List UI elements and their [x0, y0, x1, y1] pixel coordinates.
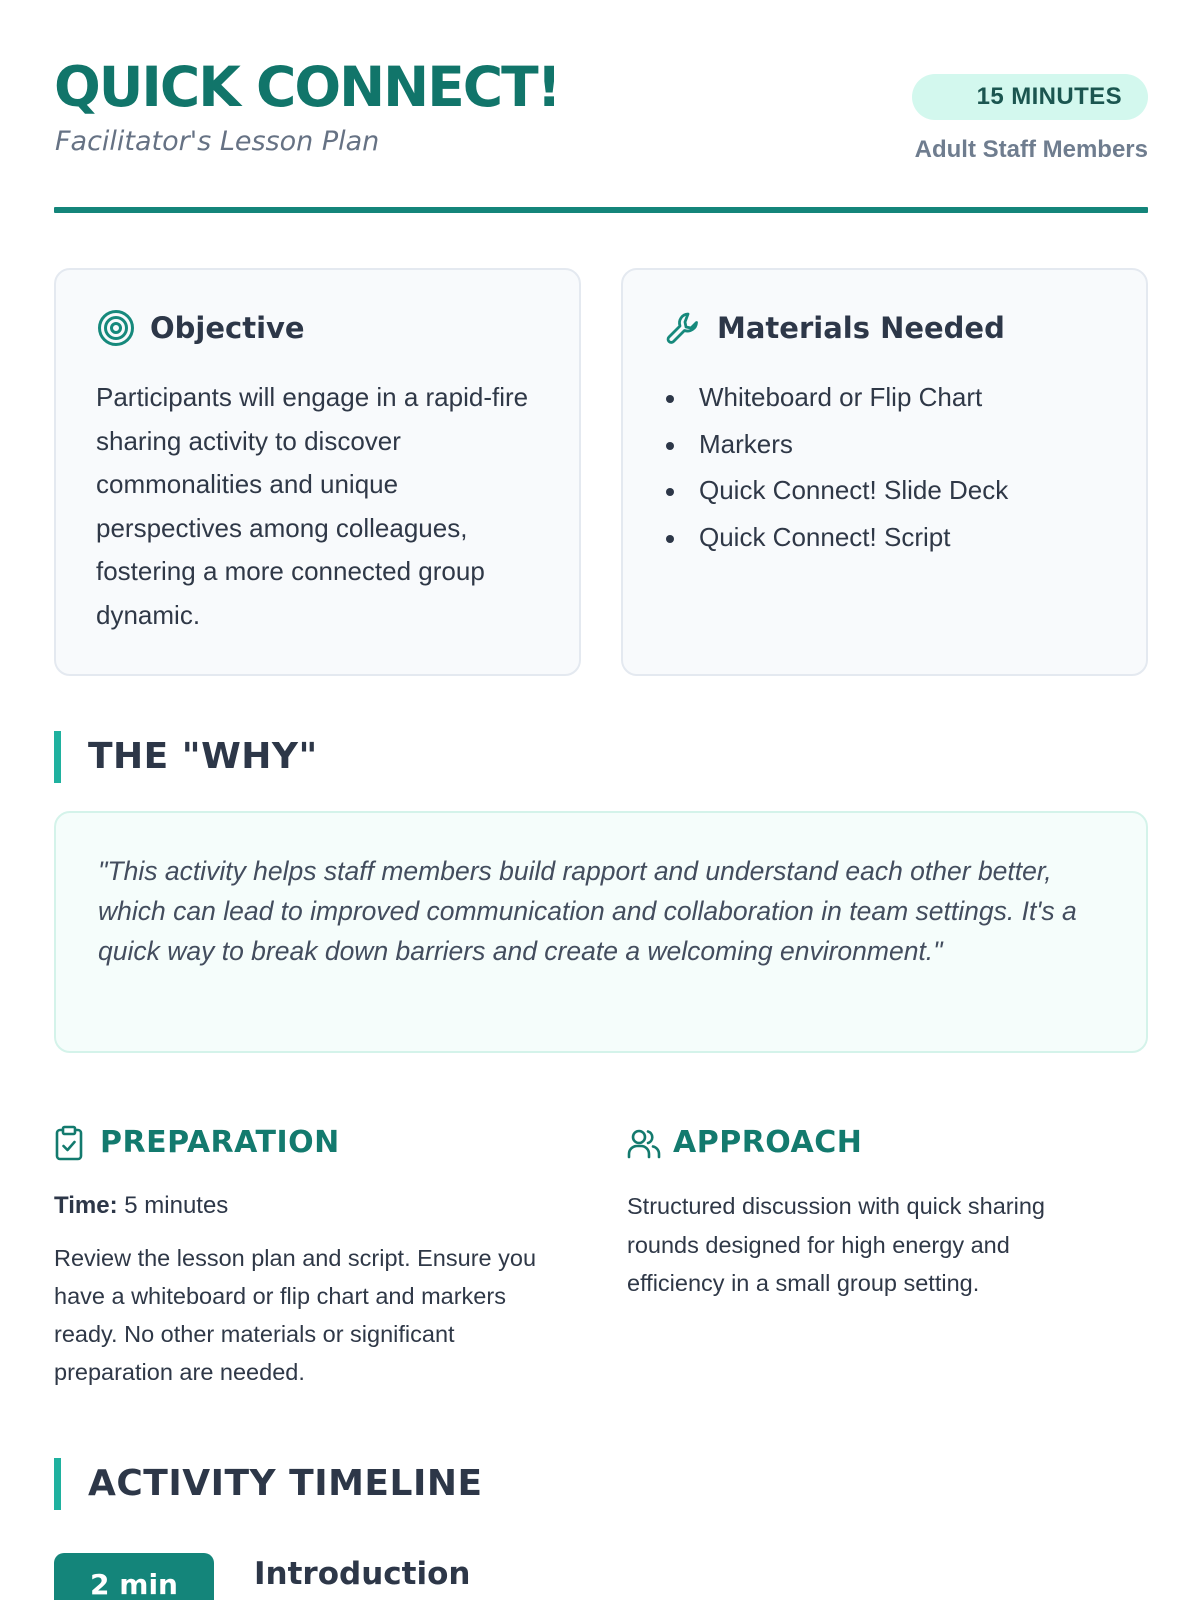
- duration-badge: 15 MINUTES: [912, 74, 1148, 120]
- page-subtitle: Facilitator's Lesson Plan: [55, 126, 380, 157]
- materials-heading: Materials Needed: [717, 311, 1005, 345]
- timeline-duration-badge: 2 min: [54, 1553, 214, 1600]
- audience-label: Adult Staff Members: [914, 136, 1148, 163]
- page-title: QUICK CONNECT!: [54, 55, 560, 119]
- section-accent-bar: [54, 1458, 61, 1510]
- preparation-section: [54, 1123, 574, 1385]
- wrench-icon: [663, 308, 703, 348]
- list-item: [661, 467, 1008, 514]
- list-item: [661, 374, 1008, 421]
- timeline-heading: ACTIVITY TIMELINE: [88, 1463, 483, 1504]
- timeline-item-title: Introduction: [254, 1556, 471, 1592]
- materials-card: [621, 268, 1148, 676]
- why-quote: "This activity helps staff members build rapport and understand each other better, which can lead to improved communication and collaboration in team settings. It's a quick way to break down barriers and create a welcoming environment.": [98, 856, 1077, 966]
- objective-card: [54, 268, 581, 676]
- time-value: 5 minutes: [124, 1192, 229, 1219]
- header-divider: [54, 207, 1148, 213]
- section-accent-bar: [54, 731, 61, 783]
- clipboard-check-icon: [54, 1125, 88, 1161]
- objective-text: Participants will engage in a rapid-fire sharing activity to discover commonalities and unique perspectives among colleagues, fostering a more connected group dynamic.: [96, 382, 529, 630]
- preparation-header: [54, 1123, 574, 1163]
- bullet-icon: [666, 488, 674, 496]
- objective-header: [96, 308, 305, 348]
- materials-list: [661, 374, 1008, 561]
- list-item: [661, 514, 1008, 561]
- target-icon: [96, 308, 136, 348]
- materials-header: [663, 308, 1005, 348]
- timeline-section-heading: [54, 1458, 483, 1510]
- list-item-label: Markers: [699, 428, 793, 459]
- list-item-label: Whiteboard or Flip Chart: [699, 382, 983, 412]
- why-section-heading: [54, 731, 318, 783]
- approach-text: Structured discussion with quick sharing rounds designed for high energy and efficiency in a small group setting.: [627, 1193, 1045, 1296]
- why-quote-box: [54, 811, 1148, 1053]
- bullet-icon: [666, 395, 674, 403]
- objective-heading: Objective: [150, 311, 305, 345]
- approach-section: [627, 1123, 1097, 1296]
- preparation-heading: PREPARATION: [100, 1125, 340, 1160]
- list-item: [661, 421, 1008, 468]
- list-item-label: Quick Connect! Slide Deck: [699, 475, 1009, 506]
- list-item-label: Quick Connect! Script: [699, 522, 951, 553]
- approach-heading: APPROACH: [673, 1125, 863, 1160]
- bullet-icon: [666, 442, 674, 450]
- preparation-text: Review the lesson plan and script. Ensure you have a whiteboard or flip chart and markers ready. No other materials or significant preparation are needed.: [54, 1245, 537, 1385]
- users-icon: [627, 1125, 661, 1161]
- time-label: Time:: [54, 1192, 118, 1219]
- preparation-time: [54, 1189, 228, 1223]
- approach-header: [627, 1123, 1097, 1163]
- bullet-icon: [666, 535, 674, 543]
- why-heading: THE "WHY": [88, 736, 318, 777]
